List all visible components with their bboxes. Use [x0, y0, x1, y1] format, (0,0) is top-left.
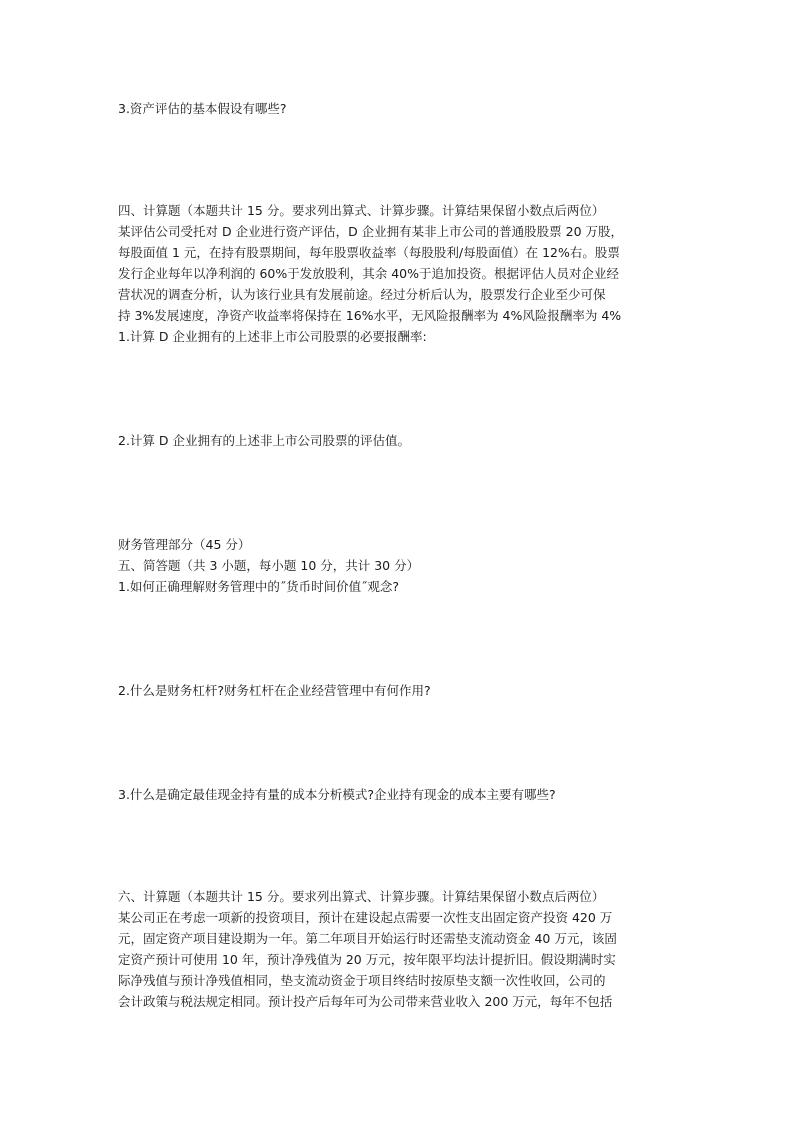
section-6-body-line: 际净残值与预计净残值相同，垫支流动资金于项目终结时按原垫支额一次性收回，公司的: [118, 973, 606, 988]
section-4-question-2: 2.计算 D 企业拥有的上述非上市公司股票的评估值。: [118, 433, 410, 448]
section-4-heading: 四、计算题（本题共计 15 分。要求列出算式、计算步骤。计算结果保留小数点后两位）: [118, 203, 605, 218]
section-5-question-3: 3.什么是确定最佳现金持有量的成本分析模式?企业持有现金的成本主要有哪些?: [118, 787, 556, 802]
section-5-heading: 五、简答题（共 3 小题，每小题 10 分，共计 30 分）: [118, 558, 420, 573]
section-6-body-line: 某公司正在考虑一项新的投资项目，预计在建设起点需要一次性支出固定资产投资 420 万: [118, 910, 613, 925]
section-4-question-1: 1.计算 D 企业拥有的上述非上市公司股票的必要报酬率:: [118, 329, 427, 344]
finance-part-title: 财务管理部分（45 分）: [118, 537, 251, 552]
section-5-question-1: 1.如何正确理解财务管理中的˝货币时间价值˝观念?: [118, 579, 400, 594]
section-6-body-line: 定资产预计可使用 10 年，预计净残值为 20 万元，按年限平均法计提折旧。假设期满时实: [118, 952, 616, 967]
section-6-body-line: 元，固定资产项目建设期为一年。第二年项目开始运行时还需垫支流动资金 40 万元，该固: [118, 931, 617, 946]
section-4-body-line: 每股面值 1 元，在持有股票期间，每年股票收益率（每股股利/每股面值）在 12%右。股票: [118, 245, 620, 260]
section-4-body-line: 某评估公司受托对 D 企业进行资产评估，D 企业拥有某非上市公司的普通股股票 20 万股，: [118, 224, 624, 239]
section-6-heading: 六、计算题（本题共计 15 分。要求列出算式、计算步骤。计算结果保留小数点后两位）: [118, 889, 605, 904]
section-4-body-line: 营状况的调查分析，认为该行业具有发展前途。经过分析后认为，股票发行企业至少可保: [118, 287, 606, 302]
section-4-body-line: 发行企业每年以净利润的 60%于发放股利，其余 40%于追加投资。根据评估人员对企业经: [118, 266, 620, 281]
section-5-question-2: 2.什么是财务杠杆?财务杠杆在企业经营管理中有何作用?: [118, 683, 431, 698]
question-3-basic-assumptions: 3.资产评估的基本假设有哪些?: [118, 101, 287, 116]
section-4-body-line: 持 3%发展速度，净资产收益率将保持在 16%水平，无风险报酬率为 4%风险报酬率为 4%: [118, 308, 622, 323]
section-6-body-line: 会计政策与税法规定相同。预计投产后每年可为公司带来营业收入 200 万元，每年不包括: [118, 994, 613, 1009]
